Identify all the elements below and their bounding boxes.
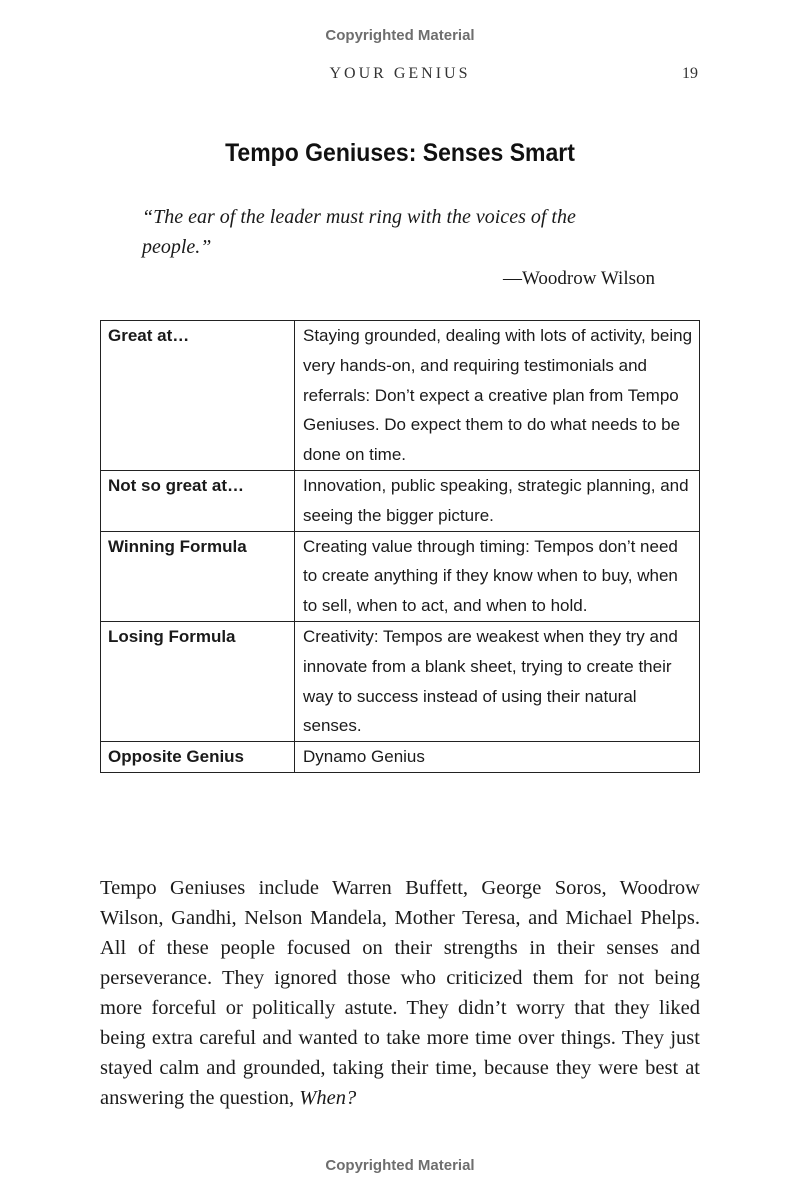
table-row	[101, 742, 700, 773]
body-paragraph-emphasis: When?	[299, 1086, 357, 1109]
epigraph-attribution: —Woodrow Wilson	[503, 268, 655, 289]
section-title: Tempo Geniuses: Senses Smart	[225, 139, 575, 167]
row-value-opposite-genius: Dynamo Genius	[295, 742, 700, 773]
table-row	[101, 531, 700, 621]
table-row	[101, 470, 700, 531]
body-paragraph	[100, 873, 700, 1113]
row-value-losing-formula: Creativity: Tempos are weakest when they try and innovate from a blank sheet, trying to create their way to success instead of using their natural senses.	[295, 621, 700, 741]
running-head: YOUR GENIUS	[329, 65, 471, 82]
row-label-losing-formula: Losing Formula	[101, 621, 295, 741]
row-value-great-at: Staying grounded, dealing with lots of activity, being very hands-on, and requiring testimonials and referrals: Don’t expect a creative plan from Tempo Geniuses. Do expect them to do what needs to be done on time.	[295, 321, 700, 471]
row-label-winning-formula: Winning Formula	[101, 531, 295, 621]
copyright-watermark-top: Copyrighted Material	[325, 27, 475, 44]
body-paragraph-text: Tempo Geniuses include Warren Buffett, George Soros, Woodrow Wilson, Gandhi, Nelson Mandela, Mother Teresa, and Michael Phelps. All of these people focused on their strengths in their senses and perseverance. They ignored those who criticized them for not being more forceful or politically astute. They didn’t worry that they liked being extra careful and wanted to take more time over things. They just stayed calm and grounded, taking their time, because they were best at answering the question,	[100, 876, 700, 1109]
table-row	[101, 321, 700, 471]
genius-profile-table	[100, 320, 700, 773]
page-number: 19	[682, 65, 698, 82]
row-value-winning-formula: Creating value through timing: Tempos don’t need to create anything if they know when to buy, when to sell, when to act, and when to hold.	[295, 531, 700, 621]
row-value-not-so-great-at: Innovation, public speaking, strategic planning, and seeing the bigger picture.	[295, 470, 700, 531]
copyright-watermark-bottom: Copyrighted Material	[325, 1157, 475, 1174]
table-row	[101, 621, 700, 741]
epigraph-quote: “The ear of the leader must ring with the voices of the people.”	[142, 206, 576, 258]
row-label-not-so-great-at: Not so great at…	[101, 470, 295, 531]
row-label-great-at: Great at…	[101, 321, 295, 471]
row-label-opposite-genius: Opposite Genius	[101, 742, 295, 773]
